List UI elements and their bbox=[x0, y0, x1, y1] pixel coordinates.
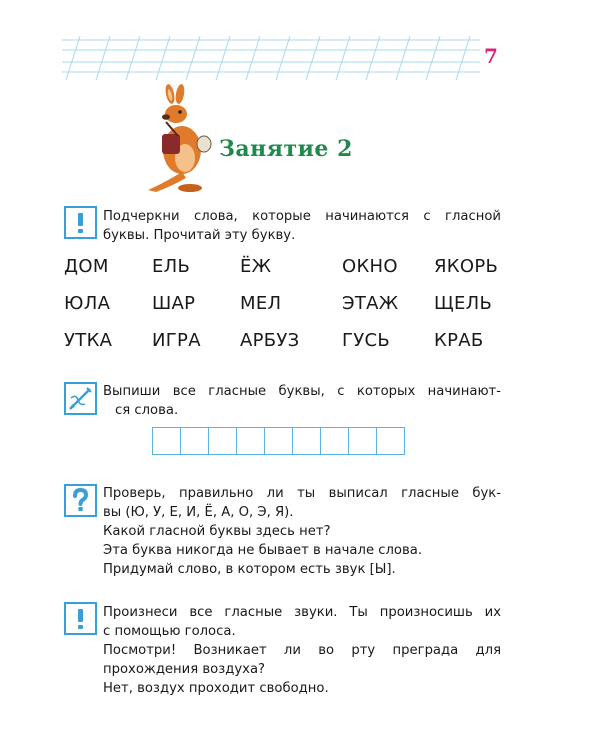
kangaroo-mascot bbox=[142, 84, 222, 196]
task3-line: Эта буква никогда не бывает в начале слова. bbox=[103, 543, 423, 558]
task3-line: вы (Ю, У, Е, И, Ё, А, О, Э, Я). bbox=[103, 505, 294, 520]
word: ГУСЬ bbox=[342, 330, 391, 351]
answer-box[interactable] bbox=[349, 427, 377, 455]
word: ЭТАЖ bbox=[342, 293, 399, 314]
word: АРБУЗ bbox=[240, 330, 300, 351]
word: ЯКОРЬ bbox=[434, 256, 499, 277]
answer-box[interactable] bbox=[321, 427, 349, 455]
exclamation-icon bbox=[64, 602, 97, 635]
word-row bbox=[64, 256, 504, 293]
pencil-write-icon bbox=[64, 382, 97, 415]
task1-line: буквы. Прочитай эту букву. bbox=[103, 228, 296, 243]
task3-line: Проверь, правильно ли ты выписал гласные бук- bbox=[103, 486, 501, 501]
exclamation-icon bbox=[64, 206, 97, 239]
word: ЮЛА bbox=[64, 293, 111, 314]
question-icon bbox=[64, 484, 97, 517]
word-row bbox=[64, 330, 504, 367]
word: МЕЛ bbox=[240, 293, 282, 314]
task2-text bbox=[103, 382, 501, 420]
task4-text bbox=[103, 603, 501, 698]
task3-line: Какой гласной буквы здесь нет? bbox=[103, 524, 331, 539]
task2-line: Выпиши все гласные буквы, с которых начинают- bbox=[103, 384, 501, 399]
task3-line: Придумай слово, в котором есть звук [Ы]. bbox=[103, 562, 396, 577]
answer-boxes bbox=[152, 427, 405, 455]
word: ОКНО bbox=[342, 256, 398, 277]
task4-line: Нет, воздух проходит свободно. bbox=[103, 681, 329, 696]
word-row bbox=[64, 293, 504, 330]
word: ЩЕЛЬ bbox=[434, 293, 493, 314]
header-ruled-lines bbox=[62, 36, 480, 80]
word: ЕЛЬ bbox=[152, 256, 191, 277]
word: ИГРА bbox=[152, 330, 201, 351]
answer-box[interactable] bbox=[181, 427, 209, 455]
task4-line: с помощью голоса. bbox=[103, 624, 236, 639]
answer-box[interactable] bbox=[209, 427, 237, 455]
word: УТКА bbox=[64, 330, 113, 351]
answer-box[interactable] bbox=[237, 427, 265, 455]
task3-text bbox=[103, 484, 501, 579]
answer-box[interactable] bbox=[377, 427, 405, 455]
task2-line: ся слова. bbox=[115, 403, 179, 418]
task4-line: Произнеси все гласные звуки. Ты произносишь их bbox=[103, 605, 501, 620]
word: ШАР bbox=[152, 293, 196, 314]
lesson-title: Занятие 2 bbox=[219, 136, 353, 162]
word: КРАБ bbox=[434, 330, 484, 351]
answer-box[interactable] bbox=[153, 427, 181, 455]
task4-line: прохождения воздуха? bbox=[103, 662, 266, 677]
page-number: 7 bbox=[484, 44, 498, 68]
word-grid bbox=[64, 256, 504, 367]
task1-text bbox=[103, 207, 501, 245]
task4-line: Посмотри! Возникает ли во рту преграда для bbox=[103, 643, 501, 658]
word: ЁЖ bbox=[240, 256, 272, 277]
word: ДОМ bbox=[64, 256, 109, 277]
task1-line: Подчеркни слова, которые начинаются с гласной bbox=[103, 209, 501, 224]
answer-box[interactable] bbox=[293, 427, 321, 455]
answer-box[interactable] bbox=[265, 427, 293, 455]
